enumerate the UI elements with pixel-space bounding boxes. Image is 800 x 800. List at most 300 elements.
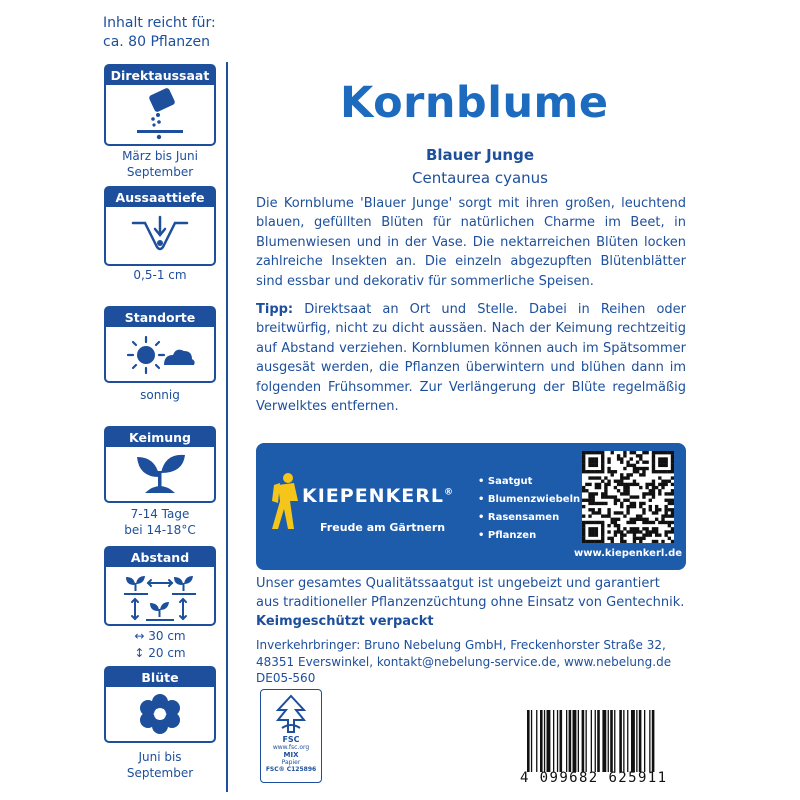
qr-module bbox=[592, 527, 595, 530]
caption-line: März bis Juni bbox=[122, 149, 198, 163]
qr-module bbox=[645, 486, 648, 489]
qr-module bbox=[620, 483, 623, 486]
qr-module bbox=[623, 454, 626, 457]
caption-line: September bbox=[126, 766, 194, 780]
qr-module bbox=[588, 527, 591, 530]
qr-module bbox=[668, 492, 671, 495]
qr-module bbox=[585, 451, 588, 454]
fsc-code: FSC® C125896 bbox=[265, 766, 317, 773]
qr-code-graphic bbox=[582, 451, 674, 543]
qr-module bbox=[623, 489, 626, 492]
list-item: • Pflanzen bbox=[478, 530, 537, 541]
qr-module bbox=[623, 492, 626, 495]
barcode-bar bbox=[649, 710, 650, 772]
qr-module bbox=[611, 470, 614, 473]
qr-module bbox=[604, 476, 607, 479]
qr-module bbox=[582, 454, 585, 457]
qr-module bbox=[636, 518, 639, 521]
barcode-bar bbox=[614, 710, 615, 772]
qr-module bbox=[592, 451, 595, 454]
qr-module bbox=[614, 499, 617, 502]
qr-module bbox=[601, 524, 604, 527]
qr-module bbox=[649, 521, 652, 524]
qr-module bbox=[661, 521, 664, 524]
qr-module bbox=[630, 495, 633, 498]
sowing-icon bbox=[125, 85, 195, 143]
qr-module bbox=[652, 540, 655, 543]
qr-module bbox=[652, 467, 655, 470]
qr-module bbox=[620, 473, 623, 476]
qr-module bbox=[639, 530, 642, 533]
qr-module bbox=[592, 511, 595, 514]
qr-module bbox=[664, 521, 667, 524]
qr-module bbox=[601, 514, 604, 517]
qr-module bbox=[668, 530, 671, 533]
qr-module bbox=[671, 457, 674, 460]
qr-module bbox=[652, 464, 655, 467]
qr-module bbox=[582, 464, 585, 467]
qr-module bbox=[671, 530, 674, 533]
qr-module bbox=[588, 530, 591, 533]
qr-module bbox=[649, 533, 652, 536]
qr-module bbox=[598, 483, 601, 486]
qr-module bbox=[611, 495, 614, 498]
qr-module bbox=[623, 476, 626, 479]
qr-module bbox=[626, 464, 629, 467]
qr-module bbox=[645, 530, 648, 533]
qr-module bbox=[607, 514, 610, 517]
box-spacing-label: Abstand bbox=[106, 548, 214, 567]
qr-module bbox=[655, 470, 658, 473]
qr-module bbox=[623, 486, 626, 489]
qr-module bbox=[620, 511, 623, 514]
qr-module bbox=[639, 537, 642, 540]
qr-module bbox=[642, 502, 645, 505]
sun-cloud-icon bbox=[120, 327, 200, 381]
qr-module bbox=[639, 505, 642, 508]
qr-module bbox=[582, 514, 585, 517]
qr-module bbox=[611, 518, 614, 521]
qr-module bbox=[598, 511, 601, 514]
list-item: • Rasensamen bbox=[478, 512, 560, 523]
qr-module bbox=[626, 473, 629, 476]
importer-line: 48351 Everswinkel, kontakt@nebelung-service.de, www.nebelung.de bbox=[256, 654, 672, 669]
barcode-bar bbox=[636, 710, 637, 772]
qr-module bbox=[664, 451, 667, 454]
qr-module bbox=[607, 461, 610, 464]
qr-module bbox=[588, 514, 591, 517]
qr-module bbox=[582, 451, 585, 454]
qr-module bbox=[652, 457, 655, 460]
qr-module bbox=[601, 467, 604, 470]
box-germination-caption bbox=[104, 506, 216, 538]
barcode-bar bbox=[544, 710, 545, 772]
qr-module bbox=[639, 486, 642, 489]
caption-line: September bbox=[126, 165, 194, 179]
qr-module bbox=[626, 511, 629, 514]
qr-module bbox=[595, 511, 598, 514]
qr-module bbox=[588, 464, 591, 467]
caption-line: 7-14 Tage bbox=[130, 507, 190, 521]
qr-module bbox=[592, 530, 595, 533]
qr-module bbox=[601, 502, 604, 505]
barcode-bar bbox=[608, 710, 609, 772]
qr-module bbox=[642, 470, 645, 473]
barcode-bar bbox=[652, 710, 655, 772]
barcode-bar bbox=[553, 710, 554, 772]
qr-module bbox=[633, 505, 636, 508]
qr-module bbox=[655, 486, 658, 489]
qr-module bbox=[649, 505, 652, 508]
fsc-label bbox=[260, 689, 322, 783]
qr-module bbox=[595, 502, 598, 505]
barcode-bar bbox=[595, 710, 596, 772]
qr-module bbox=[633, 521, 636, 524]
qr-module bbox=[645, 518, 648, 521]
qr-module bbox=[633, 467, 636, 470]
qr-module bbox=[639, 473, 642, 476]
qr-module bbox=[642, 495, 645, 498]
qr-module bbox=[664, 533, 667, 536]
barcode-bar bbox=[591, 710, 592, 772]
qr-code[interactable] bbox=[582, 451, 674, 543]
qr-module bbox=[592, 499, 595, 502]
qr-module bbox=[630, 502, 633, 505]
qr-module bbox=[661, 483, 664, 486]
qr-module bbox=[595, 540, 598, 543]
qr-module bbox=[655, 527, 658, 530]
qr-module bbox=[598, 502, 601, 505]
qr-module bbox=[636, 527, 639, 530]
qr-module bbox=[611, 537, 614, 540]
fsc-tree-icon bbox=[274, 694, 308, 734]
qr-module bbox=[633, 502, 636, 505]
qr-module bbox=[671, 483, 674, 486]
qr-module bbox=[585, 470, 588, 473]
qr-module bbox=[595, 521, 598, 524]
qr-module bbox=[614, 470, 617, 473]
qr-module bbox=[598, 508, 601, 511]
barcode-bar bbox=[610, 710, 613, 772]
barcode-bar bbox=[569, 710, 572, 772]
qr-module bbox=[626, 530, 629, 533]
qr-module bbox=[636, 461, 639, 464]
qr-module bbox=[658, 451, 661, 454]
qr-module bbox=[639, 457, 642, 460]
product-range-list bbox=[478, 473, 580, 545]
qr-module bbox=[588, 499, 591, 502]
qr-module bbox=[642, 511, 645, 514]
box-location-label: Standorte bbox=[106, 308, 214, 327]
qr-module bbox=[582, 457, 585, 460]
qr-module bbox=[671, 521, 674, 524]
qr-module bbox=[595, 464, 598, 467]
qr-module bbox=[611, 473, 614, 476]
product-description: Die Kornblume 'Blauer Junge' sorgt mit ihren großen, leuchtend blauen, gefüllten Blüten für natürlichen Charme im Beet, in Blumenwiesen und in der Vase. Die nektarreichen Blüten locken zahlreiche Insekten an. Die einzeln abgezupften Blütenblätter sind essbar und dekorativ für sommerliche Speisen. bbox=[256, 196, 686, 289]
barcode-bar bbox=[557, 710, 558, 772]
qr-module bbox=[671, 464, 674, 467]
qr-module bbox=[652, 483, 655, 486]
qr-module bbox=[595, 470, 598, 473]
qr-module bbox=[604, 495, 607, 498]
qr-module bbox=[582, 499, 585, 502]
qr-module bbox=[658, 508, 661, 511]
qr-module bbox=[655, 451, 658, 454]
box-sowing-depth-label: Aussaattiefe bbox=[106, 188, 214, 207]
qr-module bbox=[633, 518, 636, 521]
qr-module bbox=[671, 461, 674, 464]
qr-module bbox=[642, 473, 645, 476]
qr-module bbox=[595, 492, 598, 495]
qr-module bbox=[655, 505, 658, 508]
qr-module bbox=[636, 470, 639, 473]
qr-module bbox=[661, 540, 664, 543]
qr-module bbox=[601, 461, 604, 464]
qr-module bbox=[592, 495, 595, 498]
flower-icon bbox=[125, 687, 195, 741]
qr-module bbox=[626, 483, 629, 486]
qr-module bbox=[614, 495, 617, 498]
qr-module bbox=[626, 476, 629, 479]
qr-module bbox=[582, 461, 585, 464]
caption-line: ↕ 20 cm bbox=[134, 646, 186, 660]
qr-module bbox=[668, 470, 671, 473]
qr-module bbox=[652, 495, 655, 498]
importer-line: Inverkehrbringer: Bruno Nebelung GmbH, Freckenhorster Straße 32, bbox=[256, 638, 666, 652]
product-latin-name: Centaurea cyanus bbox=[412, 169, 548, 187]
qr-module bbox=[655, 511, 658, 514]
qr-module bbox=[652, 451, 655, 454]
qr-module bbox=[649, 483, 652, 486]
qr-module bbox=[655, 508, 658, 511]
qr-module bbox=[639, 540, 642, 543]
qr-module bbox=[582, 489, 585, 492]
qr-module bbox=[595, 451, 598, 454]
qr-module bbox=[592, 492, 595, 495]
qr-module bbox=[642, 461, 645, 464]
qr-module bbox=[664, 480, 667, 483]
qr-module bbox=[645, 467, 648, 470]
box-direct-sowing-caption bbox=[104, 148, 216, 180]
qr-module bbox=[623, 514, 626, 517]
qr-module bbox=[617, 511, 620, 514]
qr-module bbox=[652, 480, 655, 483]
qr-module bbox=[582, 524, 585, 527]
qr-module bbox=[601, 537, 604, 540]
qr-module bbox=[592, 533, 595, 536]
qr-module bbox=[668, 499, 671, 502]
qr-module bbox=[633, 527, 636, 530]
qr-module bbox=[671, 467, 674, 470]
qr-module bbox=[595, 483, 598, 486]
content-amount-value: ca. 80 Pflanzen bbox=[103, 34, 210, 50]
kiepenkerl-logo-icon bbox=[268, 471, 304, 533]
qr-module bbox=[588, 502, 591, 505]
qr-module bbox=[592, 476, 595, 479]
qr-module bbox=[664, 499, 667, 502]
qr-module bbox=[601, 540, 604, 543]
qr-module bbox=[614, 480, 617, 483]
qr-module bbox=[649, 492, 652, 495]
tip-text: Direktsaat an Ort und Stelle. Dabei in Reihen oder breitwürfig, nicht zu dicht aussäen. Nach der Keimung rechtzeitig auf Abstand verziehen. Kornblumen können auch im Spätsommer ausgesät werden, die Pflanzen überwintern und blühen dann im folgenden Frühsommer. Zur Verlängerung der Blüte regelmäßig Verwelktes entfernen. bbox=[256, 302, 686, 415]
qr-module bbox=[582, 486, 585, 489]
box-germination bbox=[104, 426, 216, 503]
qr-module bbox=[652, 530, 655, 533]
caption-line: sonnig bbox=[140, 388, 180, 402]
qr-module bbox=[630, 473, 633, 476]
qr-module bbox=[658, 533, 661, 536]
qr-module bbox=[588, 495, 591, 498]
qr-module bbox=[607, 457, 610, 460]
qr-module bbox=[623, 467, 626, 470]
qr-module bbox=[652, 454, 655, 457]
qr-module bbox=[633, 483, 636, 486]
product-title: Kornblume bbox=[340, 78, 609, 128]
qr-module bbox=[620, 480, 623, 483]
qr-module bbox=[617, 489, 620, 492]
qr-module bbox=[636, 495, 639, 498]
qr-module bbox=[636, 514, 639, 517]
quality-bold: Keimgeschützt verpackt bbox=[256, 614, 434, 629]
qr-module bbox=[614, 533, 617, 536]
qr-module bbox=[655, 540, 658, 543]
qr-module bbox=[601, 530, 604, 533]
qr-module bbox=[655, 533, 658, 536]
barcode-bar bbox=[582, 710, 585, 772]
column-divider bbox=[226, 62, 228, 792]
qr-module bbox=[661, 518, 664, 521]
qr-module bbox=[645, 527, 648, 530]
qr-module bbox=[668, 480, 671, 483]
qr-module bbox=[607, 467, 610, 470]
qr-module bbox=[614, 502, 617, 505]
qr-module bbox=[630, 521, 633, 524]
qr-module bbox=[661, 486, 664, 489]
qr-module bbox=[671, 454, 674, 457]
qr-module bbox=[633, 530, 636, 533]
brand-slogan: Freude am Gärtnern bbox=[320, 521, 446, 534]
qr-module bbox=[658, 476, 661, 479]
product-tip bbox=[256, 300, 686, 416]
qr-module bbox=[661, 480, 664, 483]
qr-module bbox=[617, 480, 620, 483]
qr-module bbox=[585, 540, 588, 543]
qr-module bbox=[592, 502, 595, 505]
qr-module bbox=[617, 499, 620, 502]
qr-module bbox=[598, 470, 601, 473]
qr-module bbox=[598, 451, 601, 454]
qr-module bbox=[607, 530, 610, 533]
qr-module bbox=[661, 457, 664, 460]
qr-module bbox=[595, 530, 598, 533]
tip-label: Tipp: bbox=[256, 302, 294, 317]
qr-module bbox=[592, 540, 595, 543]
barcode-bar bbox=[536, 710, 537, 772]
qr-module bbox=[607, 511, 610, 514]
barcode-bar bbox=[586, 710, 587, 772]
qr-module bbox=[639, 514, 642, 517]
qr-module bbox=[642, 518, 645, 521]
qr-module bbox=[652, 492, 655, 495]
qr-module bbox=[588, 533, 591, 536]
qr-module bbox=[626, 521, 629, 524]
qr-module bbox=[601, 521, 604, 524]
qr-module bbox=[620, 540, 623, 543]
qr-module bbox=[604, 486, 607, 489]
qr-module bbox=[630, 483, 633, 486]
qr-module bbox=[658, 470, 661, 473]
box-sowing-depth-caption bbox=[104, 267, 216, 283]
qr-module bbox=[614, 530, 617, 533]
qr-module bbox=[671, 514, 674, 517]
qr-module bbox=[630, 451, 633, 454]
list-item: • Saatgut bbox=[478, 476, 533, 487]
qr-module bbox=[661, 464, 664, 467]
barcode-bar bbox=[597, 710, 600, 772]
importer-info bbox=[256, 637, 686, 687]
qr-module bbox=[642, 467, 645, 470]
qr-module bbox=[661, 451, 664, 454]
qr-module bbox=[611, 521, 614, 524]
qr-module bbox=[614, 486, 617, 489]
qr-module bbox=[626, 461, 629, 464]
qr-module bbox=[620, 502, 623, 505]
qr-module bbox=[671, 476, 674, 479]
qr-module bbox=[668, 521, 671, 524]
caption-line: ↔ 30 cm bbox=[134, 629, 186, 643]
qr-module bbox=[614, 524, 617, 527]
qr-module bbox=[620, 492, 623, 495]
caption-line: Juni bis bbox=[138, 750, 182, 764]
qr-module bbox=[582, 467, 585, 470]
qr-module bbox=[617, 518, 620, 521]
depth-icon bbox=[125, 207, 195, 263]
qr-module bbox=[633, 470, 636, 473]
qr-module bbox=[626, 486, 629, 489]
qr-module bbox=[671, 527, 674, 530]
caption-line: 0,5-1 cm bbox=[133, 268, 187, 282]
qr-module bbox=[626, 505, 629, 508]
qr-module bbox=[588, 521, 591, 524]
barcode bbox=[527, 710, 687, 772]
qr-module bbox=[582, 527, 585, 530]
qr-module bbox=[671, 508, 674, 511]
qr-module bbox=[639, 502, 642, 505]
qr-module bbox=[636, 537, 639, 540]
qr-module bbox=[623, 483, 626, 486]
box-spacing bbox=[104, 546, 216, 626]
importer-line: DE05-560 bbox=[256, 671, 316, 685]
qr-module bbox=[595, 461, 598, 464]
qr-module bbox=[633, 451, 636, 454]
qr-module bbox=[633, 495, 636, 498]
qr-module bbox=[626, 492, 629, 495]
box-location-caption bbox=[104, 387, 216, 403]
qr-module bbox=[617, 524, 620, 527]
website-link[interactable]: www.kiepenkerl.de bbox=[574, 548, 683, 559]
qr-module bbox=[649, 508, 652, 511]
qr-module bbox=[588, 476, 591, 479]
product-variety: Blauer Junge bbox=[425, 146, 535, 164]
qr-module bbox=[592, 521, 595, 524]
qr-module bbox=[636, 454, 639, 457]
qr-module bbox=[620, 505, 623, 508]
brand-name bbox=[302, 485, 454, 507]
qr-module bbox=[620, 530, 623, 533]
barcode-bar bbox=[602, 710, 606, 772]
qr-module bbox=[658, 489, 661, 492]
qr-module bbox=[633, 533, 636, 536]
